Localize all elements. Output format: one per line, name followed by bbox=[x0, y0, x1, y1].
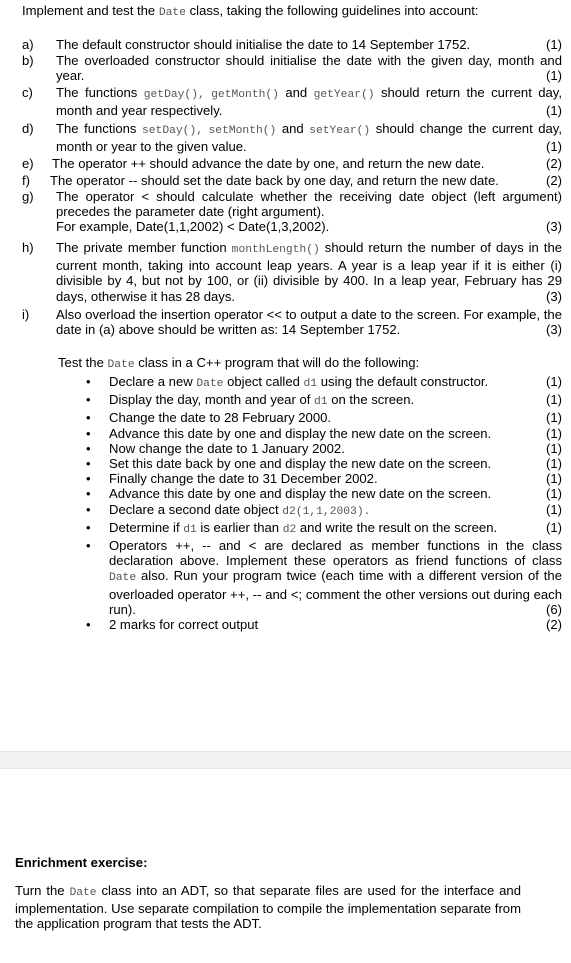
list-item: • Change the date to 28 February 2000. (1) bbox=[86, 410, 562, 426]
list-item: • Finally change the date to 31 December 2002. (1) bbox=[86, 471, 562, 487]
list-item: • Operators ++, -- and < are declared as member functions in the class declaration above. Implement these operators as friend functions of class Date also. Run your program twice (each time with a different version of the overloaded operator ++, -- and <; comment the other versions out during each run). (6) bbox=[86, 538, 562, 617]
bullet-icon: • bbox=[86, 617, 91, 633]
list-item: • Declare a new Date object called d1 using the default constructor. (1) bbox=[86, 374, 562, 390]
marks: (1) bbox=[545, 425, 562, 441]
list-item: • Set this date back by one and display the new date on the screen. (1) bbox=[86, 456, 562, 472]
bullet-icon: • bbox=[86, 486, 91, 502]
code-date: Date bbox=[158, 7, 186, 19]
marks: (1) bbox=[545, 519, 562, 535]
enrichment-text: Turn the Date class into an ADT, so that separate files are used for the interface and implementation. Use separate compilation to compile the implementation separate from the application program that tests the ADT. bbox=[15, 883, 521, 932]
list-item: • Now change the date to 1 January 2002. (1) bbox=[86, 440, 562, 456]
marks: (1) bbox=[545, 471, 562, 487]
marks: (3) bbox=[545, 288, 562, 304]
marks: (1) bbox=[545, 501, 562, 517]
marks: (2) bbox=[545, 173, 562, 188]
intro-text: Implement and test the Date class, taking the following guidelines into account: bbox=[22, 3, 479, 19]
marks: (1) bbox=[545, 374, 562, 389]
bullet-icon: • bbox=[86, 501, 91, 517]
list-item: • Advance this date by one and display the new date on the screen. (1) bbox=[86, 486, 562, 502]
marks: (3) bbox=[545, 322, 562, 338]
bullet-icon: • bbox=[86, 374, 91, 389]
bullet-icon: • bbox=[86, 456, 91, 472]
page-separator bbox=[0, 751, 571, 769]
marks: (1) bbox=[545, 37, 562, 52]
bullet-icon: • bbox=[86, 392, 91, 408]
bullet-icon: • bbox=[86, 440, 91, 456]
marks: (1) bbox=[545, 440, 562, 456]
marks: (1) bbox=[545, 486, 562, 502]
bullet-icon: • bbox=[86, 471, 91, 487]
marks: (2) bbox=[545, 617, 562, 633]
test-task-list bbox=[84, 374, 562, 632]
marks: (2) bbox=[545, 156, 562, 171]
bullet-icon: • bbox=[86, 519, 91, 535]
bullet-icon: • bbox=[86, 538, 91, 554]
test-heading: Test the Date class in a C++ program that will do the following: bbox=[58, 355, 420, 371]
list-item: • Declare a second date object d2(1,1,2003). (1) bbox=[86, 501, 562, 518]
marks: (1) bbox=[545, 410, 562, 426]
enrichment-title: Enrichment exercise: bbox=[15, 855, 148, 870]
list-item: • Advance this date by one and display the new date on the screen. (1) bbox=[86, 425, 562, 441]
bullet-icon: • bbox=[86, 425, 91, 441]
marks: (1) bbox=[545, 139, 562, 155]
list-item: • Display the day, month and year of d1 on the screen. (1) bbox=[86, 392, 562, 409]
marks: (1) bbox=[545, 392, 562, 408]
bullet-icon: • bbox=[86, 410, 91, 426]
marks: (1) bbox=[545, 68, 562, 84]
marks: (1) bbox=[545, 103, 562, 119]
list-item: • Determine if d1 is earlier than d2 and write the result on the screen. (1) bbox=[86, 519, 562, 536]
list-item: • 2 marks for correct output (2) bbox=[86, 617, 562, 633]
marks: (3) bbox=[545, 219, 562, 235]
marks: (6) bbox=[545, 601, 562, 617]
assignment-page: Implement and test the Date class, taking the following guidelines into account: a) The default constructor should initialise the date to 14 September 1752. (1) b) The overloaded constructor should initialise the date with the given day, month and year. (1) c) The functions getDay(), getMonth() and getYear() should return the current day, month and year respectively. (1) d) The functions setDay(), setMonth() and setYear() should change the current day, month or year to the given value. (1) e) The operator ++ should advance the date by one, and return the new date. (2) f) The operator -- should set the date back by one day, and return the new date. (2) g) The operator < should calculate whether the receiving date object (left argument) precedes the parameter date (right argument). For example, Date(1,1,2002) < Date(1,3,2002). (3) h) The private member function monthLength() should return the number of days in the current month, taking into account leap years. A year is a leap year if it is either (i) divisible by 4, but not by 100, or (ii) divisible by 400. In a leap year, February has 29 days, otherwise it has 28 days. (3) i) Also overload the insertion operator << to output a date to the screen. For example, the date in (a) above should be written as: 14 September 1752. (3) Test the Date class in a C++ program that will do the following: • Declare a new Date object called d1 using the default constructor. (1) • Display the day, month and year of d1 on the screen. (1) • Change the date to 28 February 2000. (1) • Advance this date by one and display the new date on the screen. (1) • Now change the date to 1 January 2002. (1) • Set this date back by one and display the new date on the screen. (1) • Finally change the date to 31 December 2002. (1) • Advance this date by one and display the new date on the screen. (1) • Declare a second date object d2(1,1,2003). (1) • Determine if d1 is earlier than d2 and write the result on the screen. (1) • Operators ++, -- and < are declared as member functions in the class declaration above. Implement these operators as friend functions of class Date also. Run your program twice (each time with a different version of the overloaded operator ++, -- and <; comment the other versions out during each run). (6) • 2 marks for correct output (2) bbox=[22, 3, 563, 633]
marks: (1) bbox=[545, 456, 562, 472]
